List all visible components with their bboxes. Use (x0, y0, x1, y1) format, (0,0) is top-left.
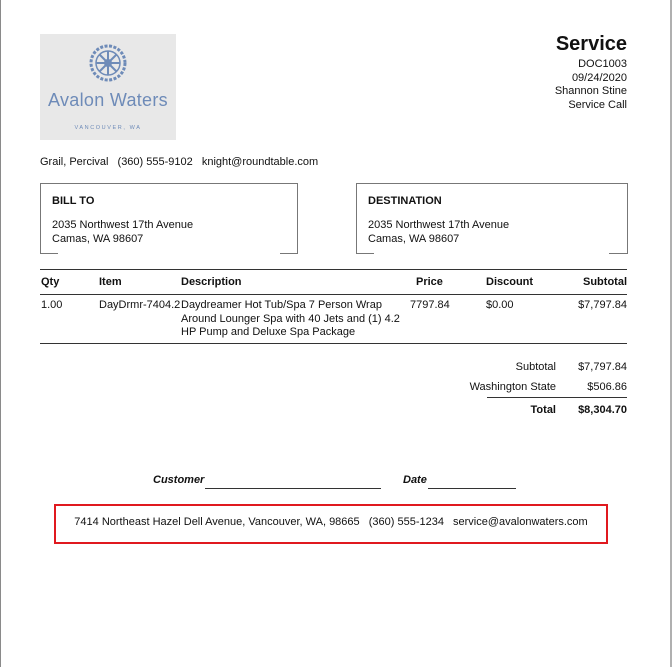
customer-phone: (360) 555-9102 (117, 156, 193, 168)
destination-line2: Camas, WA 98607 (368, 233, 460, 245)
bill-to-line2: Camas, WA 98607 (52, 233, 144, 245)
row-description: Daydreamer Hot Tub/Spa 7 Person Wrap Around Lounger Spa with 40 Jets and (1) 4.2 HP Pump and Deluxe Spa Package (181, 299, 400, 338)
subtotal-label: Subtotal (515, 361, 556, 373)
col-header-item: Item (99, 276, 122, 288)
total-value: $8,304.70 (578, 404, 627, 416)
bill-to-box-bottom-right (280, 253, 298, 254)
document-header (555, 32, 627, 112)
bill-to-box-bottom-left (40, 253, 58, 254)
total-label: Total (530, 404, 556, 416)
row-discount: $0.00 (486, 299, 514, 311)
footer-phone: (360) 555-1234 (368, 516, 444, 528)
customer-contact (40, 156, 324, 168)
document-date: 09/24/2020 (571, 71, 627, 84)
footer-highlight-box (54, 504, 608, 544)
destination-box-bottom-left (356, 253, 374, 254)
destination-box-bottom-right (609, 253, 627, 254)
footer-address: 7414 Northeast Hazel Dell Avenue, Vancouver, WA, 98665 (74, 516, 360, 528)
tax-value: $506.86 (587, 381, 627, 393)
col-header-subtotal: Subtotal (583, 276, 627, 288)
col-header-qty: Qty (41, 276, 60, 288)
logo-city: VANCOUVER, WA (74, 125, 142, 131)
logo-company-name: Avalon Waters (48, 90, 168, 110)
date-signature-label: Date (403, 474, 427, 486)
company-logo (40, 34, 176, 140)
date-signature-line (428, 488, 516, 489)
document-type: Service Call (568, 98, 627, 111)
customer-signature-line (205, 488, 381, 489)
col-header-description: Description (181, 276, 242, 288)
row-qty: 1.00 (41, 299, 63, 311)
document-rep: Shannon Stine (554, 85, 627, 97)
destination-box (356, 183, 628, 254)
document-title: Service (555, 33, 627, 55)
table-top-rule (40, 269, 627, 270)
customer-signature-label: Customer (153, 474, 205, 486)
subtotal-value: $7,797.84 (578, 361, 627, 373)
destination-label: DESTINATION (368, 195, 442, 207)
tax-label: Washington State (469, 381, 556, 393)
destination-line1: 2035 Northwest 17th Avenue (368, 219, 510, 231)
bill-to-box (40, 183, 298, 254)
row-item: DayDrmr-7404.2 (99, 299, 181, 311)
bill-to-line1: 2035 Northwest 17th Avenue (52, 219, 194, 231)
table-header-rule (40, 294, 627, 295)
row-subtotal: $7,797.84 (578, 299, 627, 311)
table-bottom-rule (40, 343, 627, 344)
page-left-edge (0, 0, 1, 667)
document-number: DOC1003 (578, 58, 627, 70)
customer-email: knight@roundtable.com (201, 156, 319, 168)
col-header-discount: Discount (486, 276, 534, 288)
totals-rule (487, 397, 627, 398)
footer-email: service@avalonwaters.com (453, 516, 588, 528)
bill-to-label: BILL TO (52, 195, 95, 207)
col-header-price: Price (416, 276, 443, 288)
footer-contact (56, 516, 606, 528)
customer-name: Grail, Percival (40, 156, 109, 168)
row-price: 7797.84 (410, 299, 450, 311)
ship-wheel-icon (88, 43, 128, 83)
